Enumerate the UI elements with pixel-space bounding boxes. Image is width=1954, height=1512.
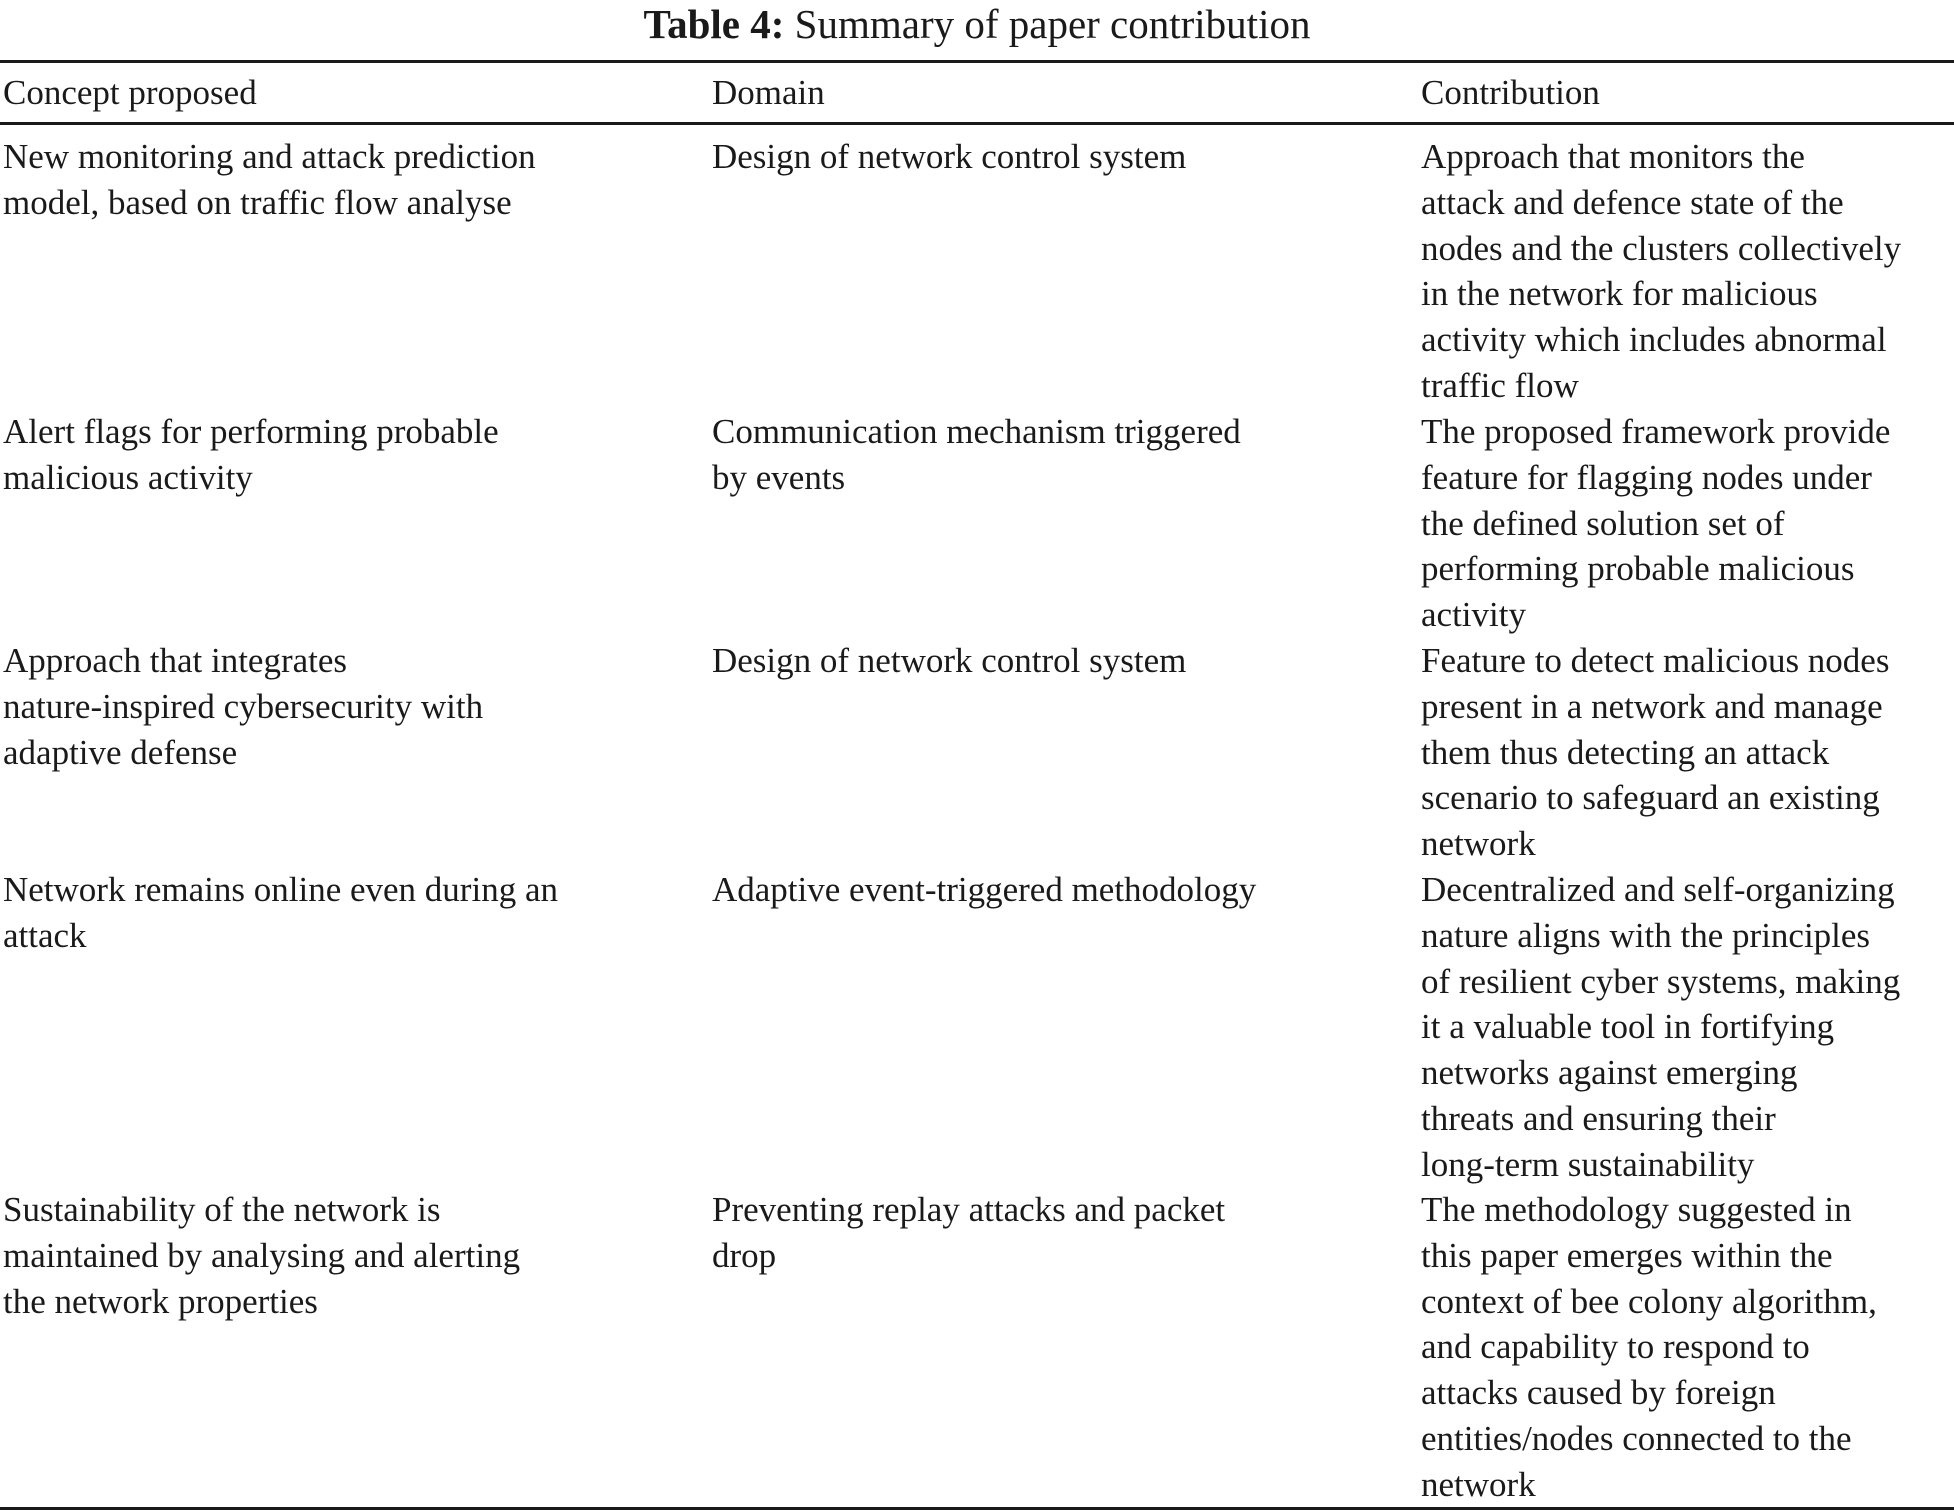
table-cell-line: present in a network and manage	[1421, 686, 1883, 726]
table-cell-line: drop	[712, 1235, 777, 1275]
row-1-contribution	[1421, 134, 1901, 409]
table-cell-line: Preventing replay attacks and packet	[712, 1190, 1226, 1229]
table-cell-line: activity	[1421, 595, 1526, 635]
table-cell-line: attack	[3, 915, 87, 955]
row-3-domain	[712, 638, 1186, 684]
table-cell-line: Design of network control system	[712, 137, 1187, 176]
table-cell-line: by events	[712, 457, 846, 497]
table-cell-line: scenario to safeguard an existing	[1421, 778, 1880, 818]
table-title: Summary of paper contribution	[794, 1, 1311, 47]
header-contribution: Contribution	[1421, 73, 1600, 112]
table-cell-line: context of bee colony algorithm,	[1421, 1281, 1877, 1321]
header-domain: Domain	[712, 73, 825, 112]
table-cell-line: networks against emerging	[1421, 1053, 1798, 1093]
table-cell-line: attacks caused by foreign	[1421, 1373, 1776, 1413]
row-3-contribution	[1421, 638, 1889, 867]
table-cell-line: model, based on traffic flow analyse	[3, 182, 512, 222]
row-1-domain	[712, 134, 1186, 180]
table-cell-line: traffic flow	[1421, 365, 1579, 405]
table-cell-line: The proposed framework provide	[1421, 412, 1891, 451]
table-cell-line: them thus detecting an attack	[1421, 732, 1830, 772]
table-cell-line: nodes and the clusters collectively	[1421, 228, 1902, 268]
top-rule	[0, 60, 1954, 63]
table-cell-line: Design of network control system	[712, 641, 1187, 680]
row-2-contribution	[1421, 409, 1890, 638]
table-cell-line: Network remains online even during an	[3, 870, 558, 909]
table-cell-line: performing probable malicious	[1421, 549, 1855, 589]
header-rule	[0, 122, 1954, 125]
row-3-concept	[3, 638, 483, 775]
table-cell-line: Adaptive event-triggered methodology	[712, 870, 1257, 909]
row-5-concept	[3, 1187, 520, 1324]
row-1-concept	[3, 134, 536, 226]
row-4-domain	[712, 867, 1256, 913]
table-cell-line: and capability to respond to	[1421, 1327, 1810, 1367]
table-cell-line: of resilient cyber systems, making	[1421, 961, 1901, 1001]
table-cell-line: Alert flags for performing probable	[3, 412, 499, 451]
table-cell-line: adaptive defense	[3, 732, 238, 772]
row-2-concept	[3, 409, 499, 501]
table-cell-line: in the network for malicious	[1421, 274, 1818, 314]
table-number: Table 4:	[643, 1, 785, 47]
bottom-rule	[0, 1507, 1954, 1510]
table-cell-line: The methodology suggested in	[1421, 1190, 1852, 1229]
table-cell-line: nature-inspired cybersecurity with	[3, 686, 484, 726]
table-cell-line: Sustainability of the network is	[3, 1190, 441, 1229]
row-5-contribution	[1421, 1187, 1877, 1508]
row-5-domain	[712, 1187, 1225, 1279]
table-cell-line: network	[1421, 824, 1536, 864]
row-2-domain	[712, 409, 1241, 501]
table-cell-line: Approach that integrates	[3, 641, 348, 680]
table-cell-line: it a valuable tool in fortifying	[1421, 1007, 1835, 1047]
table-cell-line: this paper emerges within the	[1421, 1235, 1833, 1275]
table-cell-line: Approach that monitors the	[1421, 137, 1805, 176]
table-cell-line: New monitoring and attack prediction	[3, 137, 536, 176]
table-cell-line: activity which includes abnormal	[1421, 320, 1887, 360]
table-cell-line: nature aligns with the principles	[1421, 915, 1871, 955]
header-concept: Concept proposed	[3, 73, 257, 112]
table-cell-line: malicious activity	[3, 457, 253, 497]
table-caption	[0, 0, 1954, 48]
table-cell-line: Feature to detect malicious nodes	[1421, 641, 1890, 680]
table-cell-line: the network properties	[3, 1281, 318, 1321]
table-cell-line: network	[1421, 1464, 1536, 1504]
table-cell-line: long-term sustainability	[1421, 1144, 1755, 1184]
table-cell-line: Decentralized and self-organizing	[1421, 870, 1895, 909]
row-4-contribution	[1421, 867, 1900, 1188]
table-cell-line: threats and ensuring their	[1421, 1098, 1776, 1138]
row-4-concept	[3, 867, 558, 959]
table-cell-line: the defined solution set of	[1421, 503, 1785, 543]
table-cell-line: attack and defence state of the	[1421, 182, 1844, 222]
table-cell-line: maintained by analysing and alerting	[3, 1235, 521, 1275]
table-cell-line: feature for flagging nodes under	[1421, 457, 1872, 497]
table-cell-line: Communication mechanism triggered	[712, 412, 1241, 451]
table-cell-line: entities/nodes connected to the	[1421, 1418, 1852, 1458]
